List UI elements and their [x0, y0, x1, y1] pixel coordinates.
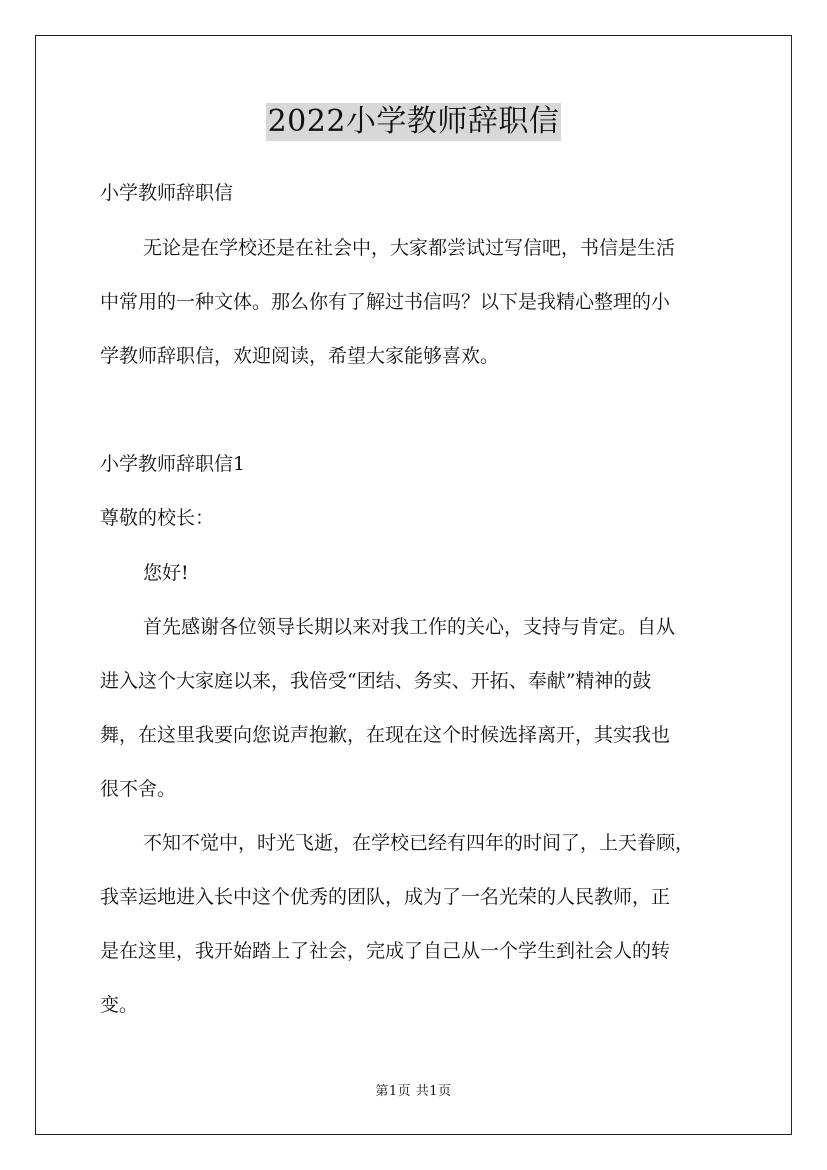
paragraph-2-line-3: 是在这里，我开始踏上了社会，完成了自己从一个学生到社会人的转 — [100, 940, 671, 962]
title-container — [0, 103, 827, 141]
subtitle-line: 小学教师辞职信 — [100, 182, 234, 204]
paragraph-1-line-3: 舞，在这里我要向您说声抱歉，在现在这个时候选择离开，其实我也 — [100, 724, 671, 746]
salutation: 尊敬的校长： — [100, 507, 215, 529]
paragraph-intro-line-2: 中常用的一种文体。那么你有了解过书信吗？以下是我精心整理的小 — [100, 291, 671, 313]
paragraph-intro-line-3: 学教师辞职信，欢迎阅读，希望大家能够喜欢。 — [100, 345, 500, 367]
paragraph-2-line-2: 我幸运地进入长中这个优秀的团队，成为了一名光荣的人民教师，正 — [100, 886, 671, 908]
paragraph-1-line-4: 很不舍。 — [100, 778, 177, 800]
paragraph-1-line-1: 首先感谢各位领导长期以来对我工作的关心，支持与肯定。自从 — [143, 616, 676, 638]
greeting: 您好! — [143, 562, 189, 584]
paragraph-2-line-4: 变。 — [100, 994, 139, 1016]
paragraph-1-line-2: 进入这个大家庭以来，我倍受“团结、务实、开拓、奉献”精神的鼓 — [100, 670, 652, 692]
page-footer: 第1页 共1页 — [375, 1084, 452, 1099]
document-title: 2022小学教师辞职信 — [267, 104, 560, 139]
section-heading: 小学教师辞职信1 — [100, 453, 246, 475]
paragraph-2-line-1: 不知不觉中，时光飞逝，在学校已经有四年的时间了，上天眷顾， — [143, 832, 695, 854]
paragraph-intro-line-1: 无论是在学校还是在社会中，大家都尝试过写信吧，书信是生活 — [143, 237, 676, 259]
